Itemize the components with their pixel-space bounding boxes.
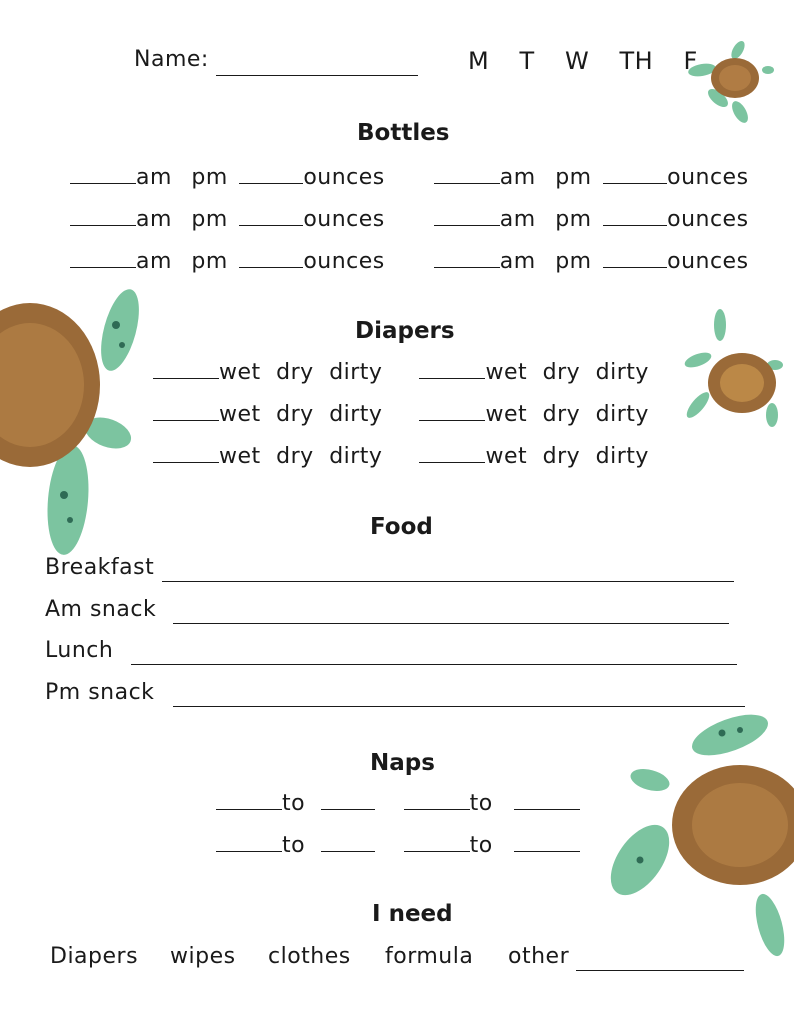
- diapers-row: [153, 402, 649, 444]
- naps-row: [216, 791, 580, 833]
- diapers-row: [153, 444, 649, 486]
- bottles-row: [70, 249, 749, 291]
- ounces-label: ounces: [303, 207, 385, 232]
- need-formula-option[interactable]: formula: [385, 944, 474, 969]
- day-wednesday[interactable]: W: [564, 47, 590, 75]
- diapers-row: [153, 360, 649, 402]
- wet-option[interactable]: wet: [219, 360, 261, 385]
- am-option[interactable]: am: [499, 207, 536, 232]
- food-pm-snack-label: Pm snack: [45, 680, 155, 705]
- am-option[interactable]: am: [499, 165, 536, 190]
- food-pm-snack-field[interactable]: [173, 706, 745, 707]
- time-blank[interactable]: [419, 444, 485, 463]
- turtle-illustration-left: [0, 285, 150, 565]
- food-breakfast-label: Breakfast: [45, 555, 155, 580]
- need-wipes-option[interactable]: wipes: [170, 944, 236, 969]
- dry-option[interactable]: dry: [542, 402, 581, 427]
- turtle-illustration-middle-right: [680, 305, 790, 435]
- ounces-label: ounces: [303, 165, 385, 190]
- nap-end-blank[interactable]: [514, 791, 580, 810]
- ounces-blank[interactable]: [603, 207, 667, 226]
- time-blank[interactable]: [153, 444, 219, 463]
- to-label: to: [469, 791, 493, 816]
- need-other-field[interactable]: [576, 970, 744, 971]
- ounces-label: ounces: [667, 249, 749, 274]
- pm-option[interactable]: pm: [191, 207, 228, 232]
- pm-option[interactable]: pm: [555, 249, 592, 274]
- time-blank[interactable]: [70, 249, 136, 268]
- turtle-illustration-bottom-right: [610, 700, 790, 960]
- to-label: to: [282, 833, 306, 858]
- time-blank[interactable]: [434, 165, 500, 184]
- day-thursday[interactable]: TH: [619, 47, 654, 75]
- time-blank[interactable]: [419, 360, 485, 379]
- wet-option[interactable]: wet: [485, 360, 528, 385]
- need-other-option[interactable]: other: [508, 944, 570, 969]
- food-am-snack-field[interactable]: [173, 623, 729, 624]
- bottles-row: [70, 165, 749, 207]
- day-monday[interactable]: M: [468, 47, 490, 75]
- name-row: [134, 47, 209, 72]
- food-lunch-field[interactable]: [131, 664, 737, 665]
- naps-row: [216, 833, 580, 875]
- ounces-blank[interactable]: [239, 165, 303, 184]
- name-label: Name:: [134, 47, 209, 72]
- wet-option[interactable]: wet: [219, 402, 261, 427]
- nap-start-blank[interactable]: [216, 833, 282, 852]
- dirty-option[interactable]: dirty: [329, 360, 383, 385]
- nap-start-blank[interactable]: [216, 791, 282, 810]
- need-clothes-option[interactable]: clothes: [268, 944, 351, 969]
- time-blank[interactable]: [70, 165, 136, 184]
- am-option[interactable]: am: [499, 249, 536, 274]
- wet-option[interactable]: wet: [485, 402, 528, 427]
- am-option[interactable]: am: [136, 165, 172, 190]
- dry-option[interactable]: dry: [276, 402, 314, 427]
- wet-option[interactable]: wet: [219, 444, 261, 469]
- ounces-label: ounces: [667, 165, 749, 190]
- nap-start-blank[interactable]: [404, 791, 470, 810]
- dirty-option[interactable]: dirty: [595, 360, 649, 385]
- to-label: to: [282, 791, 306, 816]
- diapers-rows: [153, 360, 649, 486]
- turtle-illustration-top-right: [690, 40, 790, 130]
- pm-option[interactable]: pm: [555, 165, 592, 190]
- nap-end-blank[interactable]: [514, 833, 580, 852]
- nap-end-blank[interactable]: [321, 791, 375, 810]
- food-am-snack-label: Am snack: [45, 597, 157, 622]
- naps-heading: Naps: [370, 750, 435, 776]
- day-friday[interactable]: F: [683, 47, 698, 75]
- dirty-option[interactable]: dirty: [329, 444, 383, 469]
- time-blank[interactable]: [434, 207, 500, 226]
- time-blank[interactable]: [434, 249, 500, 268]
- naps-rows: [216, 791, 580, 875]
- diapers-heading: Diapers: [355, 318, 455, 344]
- am-option[interactable]: am: [136, 249, 172, 274]
- dry-option[interactable]: dry: [276, 360, 314, 385]
- dirty-option[interactable]: dirty: [595, 444, 649, 469]
- pm-option[interactable]: pm: [191, 165, 228, 190]
- bottles-rows: [70, 165, 749, 291]
- need-diapers-option[interactable]: Diapers: [50, 944, 139, 969]
- i-need-heading: I need: [372, 901, 453, 927]
- food-lunch-label: Lunch: [45, 638, 114, 663]
- bottles-heading: Bottles: [357, 120, 450, 146]
- food-breakfast-field[interactable]: [162, 581, 734, 582]
- time-blank[interactable]: [419, 402, 485, 421]
- name-blank[interactable]: [216, 75, 418, 76]
- day-tuesday[interactable]: T: [519, 47, 535, 75]
- nap-start-blank[interactable]: [404, 833, 470, 852]
- ounces-blank[interactable]: [603, 249, 667, 268]
- ounces-blank[interactable]: [239, 249, 303, 268]
- ounces-blank[interactable]: [239, 207, 303, 226]
- dirty-option[interactable]: dirty: [329, 402, 383, 427]
- dirty-option[interactable]: dirty: [595, 402, 649, 427]
- weekday-selector: [468, 47, 698, 75]
- to-label: to: [469, 833, 493, 858]
- ounces-label: ounces: [667, 207, 749, 232]
- dry-option[interactable]: dry: [276, 444, 314, 469]
- dry-option[interactable]: dry: [542, 360, 581, 385]
- am-option[interactable]: am: [136, 207, 172, 232]
- time-blank[interactable]: [153, 402, 219, 421]
- time-blank[interactable]: [70, 207, 136, 226]
- nap-end-blank[interactable]: [321, 833, 375, 852]
- ounces-blank[interactable]: [603, 165, 667, 184]
- wet-option[interactable]: wet: [485, 444, 528, 469]
- pm-option[interactable]: pm: [191, 249, 228, 274]
- time-blank[interactable]: [153, 360, 219, 379]
- food-heading: Food: [370, 514, 433, 540]
- pm-option[interactable]: pm: [555, 207, 592, 232]
- bottles-row: [70, 207, 749, 249]
- dry-option[interactable]: dry: [542, 444, 581, 469]
- ounces-label: ounces: [303, 249, 385, 274]
